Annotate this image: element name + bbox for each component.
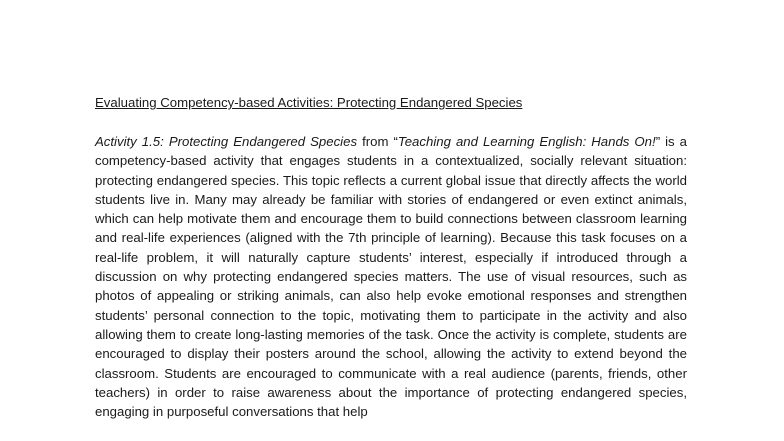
book-title: Teaching and Learning English: Hands On!: [397, 134, 656, 149]
body-paragraph: [95, 132, 687, 421]
body-text: ” is a competency-based activity that engages students in a contextualized, socially relevant situation: protecting endangered species. This topic reflects a current global issue that directly affects the world students live in. Many may already be familiar with stories of endangered or even extinct animals, which can help motivate them and encourage them to build connections between classroom learning and real-life experiences (aligned with the 7th principle of learning). Because this task focuses on a real-life problem, it will naturally capture students’ interest, especially if introduced through a discussion on why protecting endangered species matters. The use of visual resources, such as photos of appealing or striking animals, can also help evoke emotional responses and strengthen students’ personal connection to the topic, motivating them to participate in the activity and also allowing them to create long-lasting memories of the task. Once the activity is complete, students are encouraged to display their posters around the school, allowing the activity to extend beyond the classroom. Students are encouraged to communicate with a real audience (parents, friends, other teachers) in order to raise awareness about the importance of protecting endangered species, engaging in purposeful conversations that help: [95, 134, 687, 420]
document-heading: Evaluating Competency-based Activities: Protecting Endangered Species: [95, 95, 523, 110]
document-page: [95, 94, 687, 421]
from-text: from “: [357, 134, 398, 149]
activity-title: Activity 1.5: Protecting Endangered Species: [95, 134, 358, 149]
